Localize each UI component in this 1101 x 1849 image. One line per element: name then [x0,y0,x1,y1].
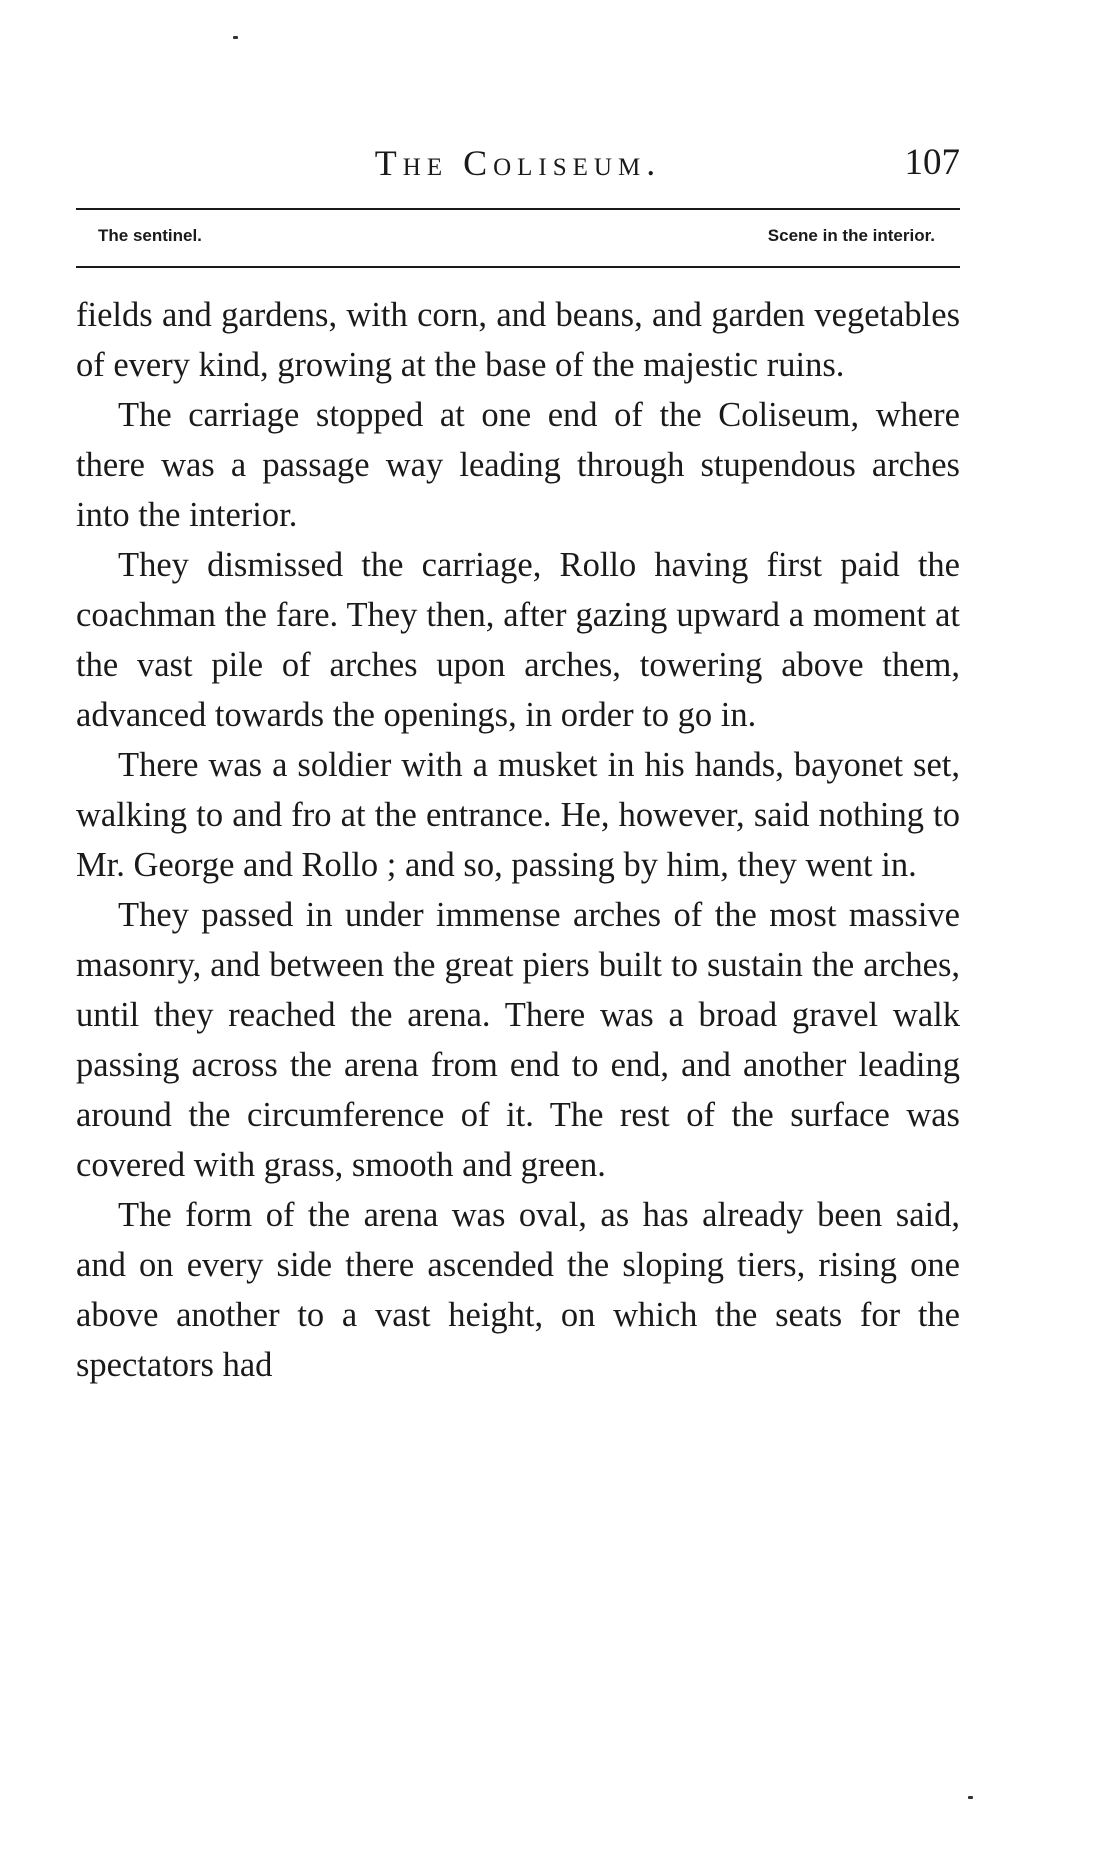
subhead-right: Scene in the interior. [767,226,935,245]
running-title: The Coliseum. [374,143,662,183]
paragraph: The form of the arena was oval, as has already been said, and on every side there ascended the sloping tiers, rising one above another to a vast height, on which the seats for the spectators had [76,1196,960,1384]
paragraph: They dismissed the carriage, Rollo having first paid the coachman the fare. They then, after gazing upward a moment at the vast pile of arches upon arches, towering above them, advanced towards the openings, in order to go in. [76,546,960,734]
header-rule-bottom [76,266,960,268]
paragraph: They passed in under immense arches of the most massive masonry, and between the great piers built to sustain the arches, until they reached the arena. There was a broad gravel walk passing across the arena from end to end, and another leading around the circumference of it. The rest of the surface was covered with grass, smooth and green. [76,896,960,1184]
paragraph: The carriage stopped at one end of the Coliseum, where there was a passage way leading through stupendous arches into the interior. [76,396,960,534]
header-rule-top [76,208,960,210]
body-text [76,290,960,1390]
ink-speck [968,1796,973,1799]
subhead-left: The sentinel. [98,226,202,245]
paragraph: There was a soldier with a musket in his hands, bayonet set, walking to and fro at the entrance. He, however, said nothing to Mr. George and Rollo ; and so, passing by him, they went in. [76,746,960,884]
paragraph: fields and gardens, with corn, and beans, and garden vegetables of every kind, growing at the base of the majestic ruins. [76,296,960,384]
page-number: 107 [904,142,960,183]
running-head [76,138,960,188]
ink-speck [233,36,238,39]
